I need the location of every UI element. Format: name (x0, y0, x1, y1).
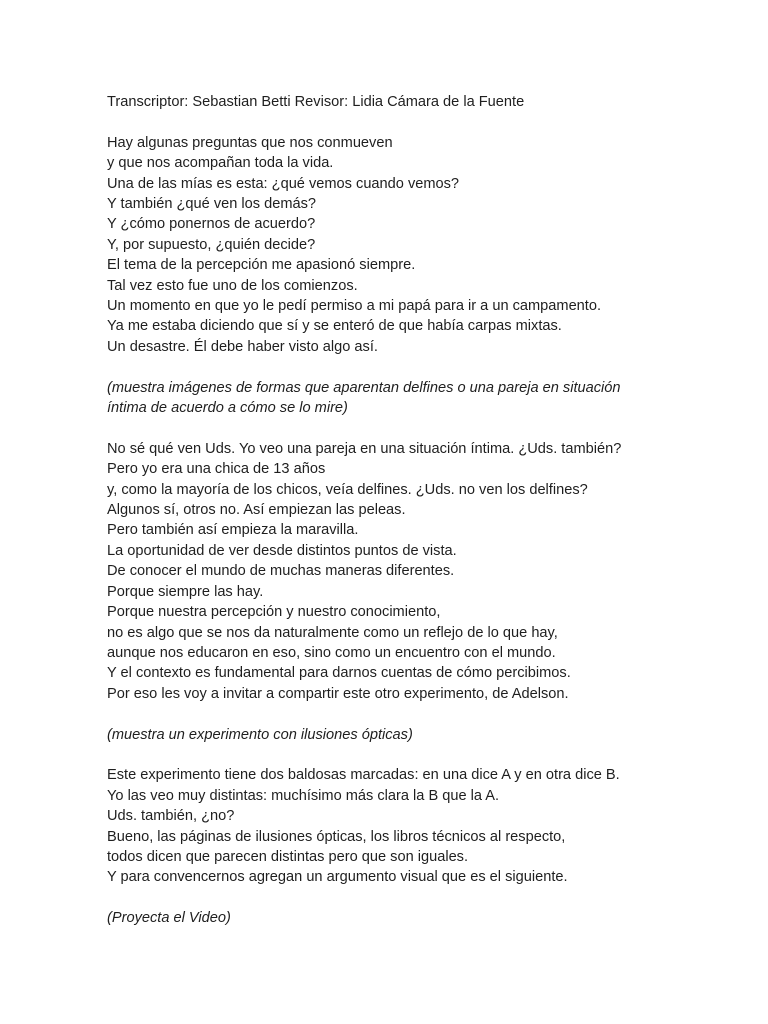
text-line: íntima de acuerdo a cómo se lo mire) (107, 400, 348, 417)
text-line: y, como la mayoría de los chicos, veía delfines. ¿Uds. no ven los delfines? (107, 481, 588, 498)
text-line: Por eso les voy a invitar a compartir este otro experimento, de Adelson. (107, 685, 569, 702)
text-line: todos dicen que parecen distintas pero que son iguales. (107, 848, 469, 865)
stage-direction (107, 378, 747, 419)
text-line: Un desastre. Él debe haber visto algo así. (107, 338, 378, 355)
text-line: Yo las veo muy distintas: muchísimo más clara la B que la A. (107, 787, 500, 804)
text-line: La oportunidad de ver desde distintos puntos de vista. (107, 542, 457, 559)
text-line: Una de las mías es esta: ¿qué vemos cuando vemos? (107, 175, 460, 192)
text-line: Este experimento tiene dos baldosas marcadas: en una dice A y en otra dice B. (107, 767, 620, 784)
text-line: Y ¿cómo ponernos de acuerdo? (107, 216, 316, 233)
transcript-paragraph (107, 439, 747, 704)
transcript-paragraph (107, 765, 747, 887)
text-line: Porque nuestra percepción y nuestro conocimiento, (107, 604, 441, 621)
text-line: Pero también así empieza la maravilla. (107, 522, 359, 539)
stage-direction (107, 725, 747, 745)
text-line: Bueno, las páginas de ilusiones ópticas, los libros técnicos al respecto, (107, 828, 566, 845)
text-line: Ya me estaba diciendo que sí y se enteró de que había carpas mixtas. (107, 318, 562, 335)
transcript-paragraph (107, 133, 747, 357)
text-line: aunque nos educaron en eso, sino como un encuentro con el mundo. (107, 644, 556, 661)
text-line: Hay algunas preguntas que nos conmueven (107, 134, 393, 151)
text-line: (muestra un experimento con ilusiones ópticas) (107, 726, 413, 743)
text-line: (muestra imágenes de formas que aparentan delfines o una pareja en situación (107, 379, 621, 396)
text-line: Tal vez esto fue uno de los comienzos. (107, 277, 358, 294)
text-line: Pero yo era una chica de 13 años (107, 461, 326, 478)
transcript-body (107, 133, 747, 929)
text-line: Y también ¿qué ven los demás? (107, 196, 317, 213)
text-line: Y el contexto es fundamental para darnos cuentas de cómo percibimos. (107, 665, 571, 682)
text-line: De conocer el mundo de muchas maneras diferentes. (107, 563, 455, 580)
transcript-credits: Transcriptor: Sebastian Betti Revisor: Lidia Cámara de la Fuente (107, 94, 525, 110)
text-line: Un momento en que yo le pedí permiso a mi papá para ir a un campamento. (107, 298, 602, 315)
text-line: Uds. también, ¿no? (107, 808, 235, 825)
text-line: El tema de la percepción me apasionó siempre. (107, 257, 416, 274)
text-line: Algunos sí, otros no. Así empiezan las peleas. (107, 502, 406, 519)
text-line: y que nos acompañan toda la vida. (107, 155, 334, 172)
text-line: (Proyecta el Video) (107, 910, 231, 927)
document-page (107, 92, 747, 949)
text-line: Y, por supuesto, ¿quién decide? (107, 236, 316, 253)
text-line: Y para convencernos agregan un argumento visual que es el siguiente. (107, 869, 568, 886)
text-line: no es algo que se nos da naturalmente como un reflejo de lo que hay, (107, 624, 558, 641)
stage-direction (107, 908, 747, 928)
text-line: Porque siempre las hay. (107, 583, 264, 600)
text-line: No sé qué ven Uds. Yo veo una pareja en una situación íntima. ¿Uds. también? (107, 440, 622, 457)
